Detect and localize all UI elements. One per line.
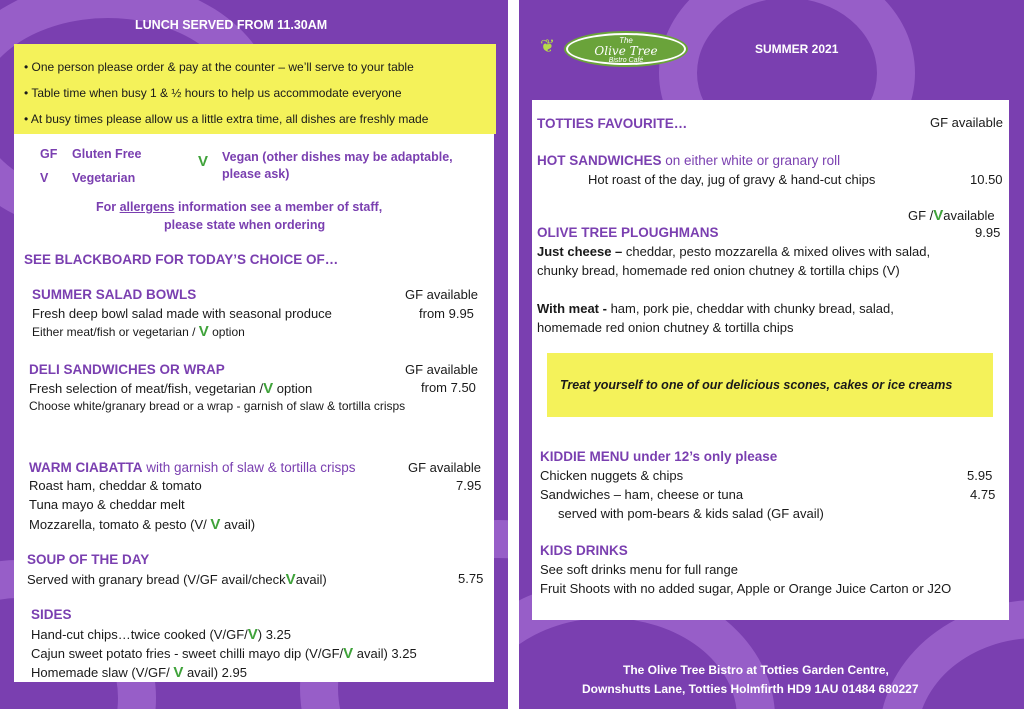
vegan-leaf-icon: V <box>933 207 944 224</box>
salad-title: SUMMER SALAD BOWLS <box>32 287 197 302</box>
ciabatta-title-main: WARM CIABATTA <box>29 460 143 475</box>
drinks-sub: See soft drinks menu for full range <box>540 562 738 577</box>
ciabatta-item1: Roast ham, cheddar & tomato <box>29 478 202 493</box>
vegan-leaf-icon: V <box>247 626 258 643</box>
ploughmans-title: OLIVE TREE PLOUGHMANS <box>537 225 719 240</box>
salad-note-pre: Either meat/fish or vegetarian / <box>32 325 199 339</box>
lunch-banner: LUNCH SERVED FROM 11.30AM <box>135 18 328 32</box>
ciabatta-title-rest: with garnish of slaw & tortilla crisps <box>142 460 356 475</box>
drinks-title: KIDS DRINKS <box>540 543 628 558</box>
notice-line: • One person please order & pay at the counter – we’ll serve to your table <box>24 60 414 74</box>
vegan-leaf-icon: V <box>343 645 354 662</box>
hot-desc: Hot roast of the day, jug of gravy & hand-cut chips <box>588 172 876 187</box>
key-vegan-line1: Vegan (other dishes may be adaptable, <box>222 150 453 164</box>
plough-gf <box>908 207 995 224</box>
allergen-line2: please state when ordering <box>164 218 326 232</box>
hot-sandwiches-title <box>537 153 840 168</box>
ploughmans-price: 9.95 <box>975 225 1001 240</box>
hot-title-main: HOT SANDWICHES <box>537 153 662 168</box>
treat-text: Treat yourself to one of our delicious scones, cakes or ice creams <box>560 378 953 392</box>
sides-title: SIDES <box>31 607 72 622</box>
key-vegan-line2: please ask) <box>222 167 290 181</box>
soup-desc <box>27 571 327 588</box>
ciabatta-gf: GF available <box>408 460 481 475</box>
plough-gf-post: available <box>943 208 995 223</box>
kid-price2: 4.75 <box>970 487 996 502</box>
totties-gf: GF available <box>930 115 1003 130</box>
kid-item2: Sandwiches – ham, cheese or tuna <box>540 487 744 502</box>
salad-desc: Fresh deep bowl salad made with seasonal produce <box>32 306 332 321</box>
ciabatta-item3 <box>29 516 255 533</box>
sides-item2 <box>31 645 417 662</box>
footer-line1: The Olive Tree Bistro at Totties Garden Centre, <box>623 663 889 677</box>
soup-price: 5.75 <box>458 571 484 586</box>
kid-item1: Chicken nuggets & chips <box>540 468 684 483</box>
hot-title-rest: on either white or granary roll <box>661 153 841 168</box>
meat-line2: homemade red onion chutney & tortilla chips <box>537 320 794 335</box>
kiddie-title: KIDDIE MENU under 12’s only please <box>540 449 778 464</box>
sides-item1 <box>31 626 291 643</box>
key-v-label: Vegetarian <box>72 171 136 185</box>
allergen-line1 <box>96 200 382 214</box>
ciabatta-title <box>29 460 356 475</box>
sides-item1-pre: Hand-cut chips…twice cooked (V/GF/ <box>31 627 248 642</box>
vegan-leaf-icon: V <box>198 153 209 170</box>
deli-title: DELI SANDWICHES OR WRAP <box>29 362 225 377</box>
soup-title: SOUP OF THE DAY <box>27 552 150 567</box>
deli-desc-post: option <box>273 381 313 396</box>
footer-line2: Downshutts Lane, Totties Holmfirth HD9 1AU 01484 680227 <box>582 682 919 696</box>
drinks-desc: Fruit Shoots with no added sugar, Apple or Orange Juice Carton or J2O <box>540 581 952 596</box>
ciabatta-item2: Tuna mayo & cheddar melt <box>29 497 185 512</box>
salad-gf: GF available <box>405 287 478 302</box>
key-gf-code: GF <box>40 147 58 161</box>
sides-item3-post: avail) 2.95 <box>183 665 247 680</box>
meat-line1 <box>537 301 894 316</box>
meat-bold: With meat - <box>537 301 607 316</box>
deli-note: Choose white/granary bread or a wrap - garnish of slaw & tortilla crisps <box>29 399 406 413</box>
deli-gf: GF available <box>405 362 478 377</box>
notice-line: • Table time when busy 1 & ½ hours to help us accommodate everyone <box>24 86 402 100</box>
salad-price: from 9.95 <box>419 306 474 321</box>
cheese-line2: chunky bread, homemade red onion chutney & tortilla chips (V) <box>537 263 900 278</box>
logo-name: Olive Tree <box>594 44 658 58</box>
logo-sub: Bistro Café <box>608 57 644 64</box>
kid-note: served with pom-bears & kids salad (GF avail) <box>558 506 824 521</box>
totties-heading: TOTTIES FAVOURITE… <box>537 116 688 131</box>
ciabatta-item3-pre: Mozzarella, tomato & pesto (V/ <box>29 517 211 532</box>
hot-price: 10.50 <box>970 172 1003 187</box>
allergen-pre: For <box>96 200 120 214</box>
plough-gf-pre: GF / <box>908 208 934 223</box>
deli-desc-pre: Fresh selection of meat/fish, vegetarian / <box>29 381 264 396</box>
olive-tree-logo <box>566 33 686 65</box>
allergen-link[interactable]: allergens <box>119 200 175 214</box>
salad-note <box>32 323 245 340</box>
key-gf-label: Gluten Free <box>72 147 142 161</box>
sides-item3 <box>31 664 247 681</box>
ciabatta-price: 7.95 <box>456 478 482 493</box>
sides-item2-post: avail) 3.25 <box>353 646 417 661</box>
meat-desc: ham, pork pie, cheddar with chunky bread, salad, <box>606 301 894 316</box>
cheese-bold: Just cheese – <box>537 244 623 259</box>
blackboard-heading: SEE BLACKBOARD FOR TODAY’S CHOICE OF… <box>24 252 339 267</box>
sides-item1-post: ) 3.25 <box>257 627 292 642</box>
ciabatta-item3-post: avail) <box>220 517 256 532</box>
vegan-leaf-icon: V <box>198 323 209 340</box>
notice-line: • At busy times please allow us a little extra time, all dishes are freshly made <box>24 112 429 126</box>
key-v-code: V <box>40 171 49 185</box>
deli-price: from 7.50 <box>421 380 476 395</box>
olive-branch-icon: ❦ <box>540 36 556 56</box>
soup-desc-post: avail) <box>295 572 327 587</box>
salad-note-post: option <box>208 325 245 339</box>
deli-desc <box>29 380 312 397</box>
kid-price1: 5.95 <box>967 468 993 483</box>
soup-desc-pre: Served with granary bread (V/GF avail/check <box>27 572 286 587</box>
vegan-leaf-icon: V <box>263 380 274 397</box>
vegan-leaf-icon: V <box>285 571 296 588</box>
season-label: SUMMER 2021 <box>755 42 839 56</box>
cheese-desc: cheddar, pesto mozzarella & mixed olives with salad, <box>622 244 931 259</box>
sides-item2-pre: Cajun sweet potato fries - sweet chilli mayo dip (V/GF/ <box>31 646 344 661</box>
vegan-leaf-icon: V <box>173 664 184 681</box>
logo-the: The <box>619 36 633 45</box>
cheese-line1 <box>537 244 930 259</box>
allergen-post: information see a member of staff, <box>174 200 383 214</box>
sides-item3-pre: Homemade slaw (V/GF/ <box>31 665 174 680</box>
vegan-leaf-icon: V <box>210 516 221 533</box>
